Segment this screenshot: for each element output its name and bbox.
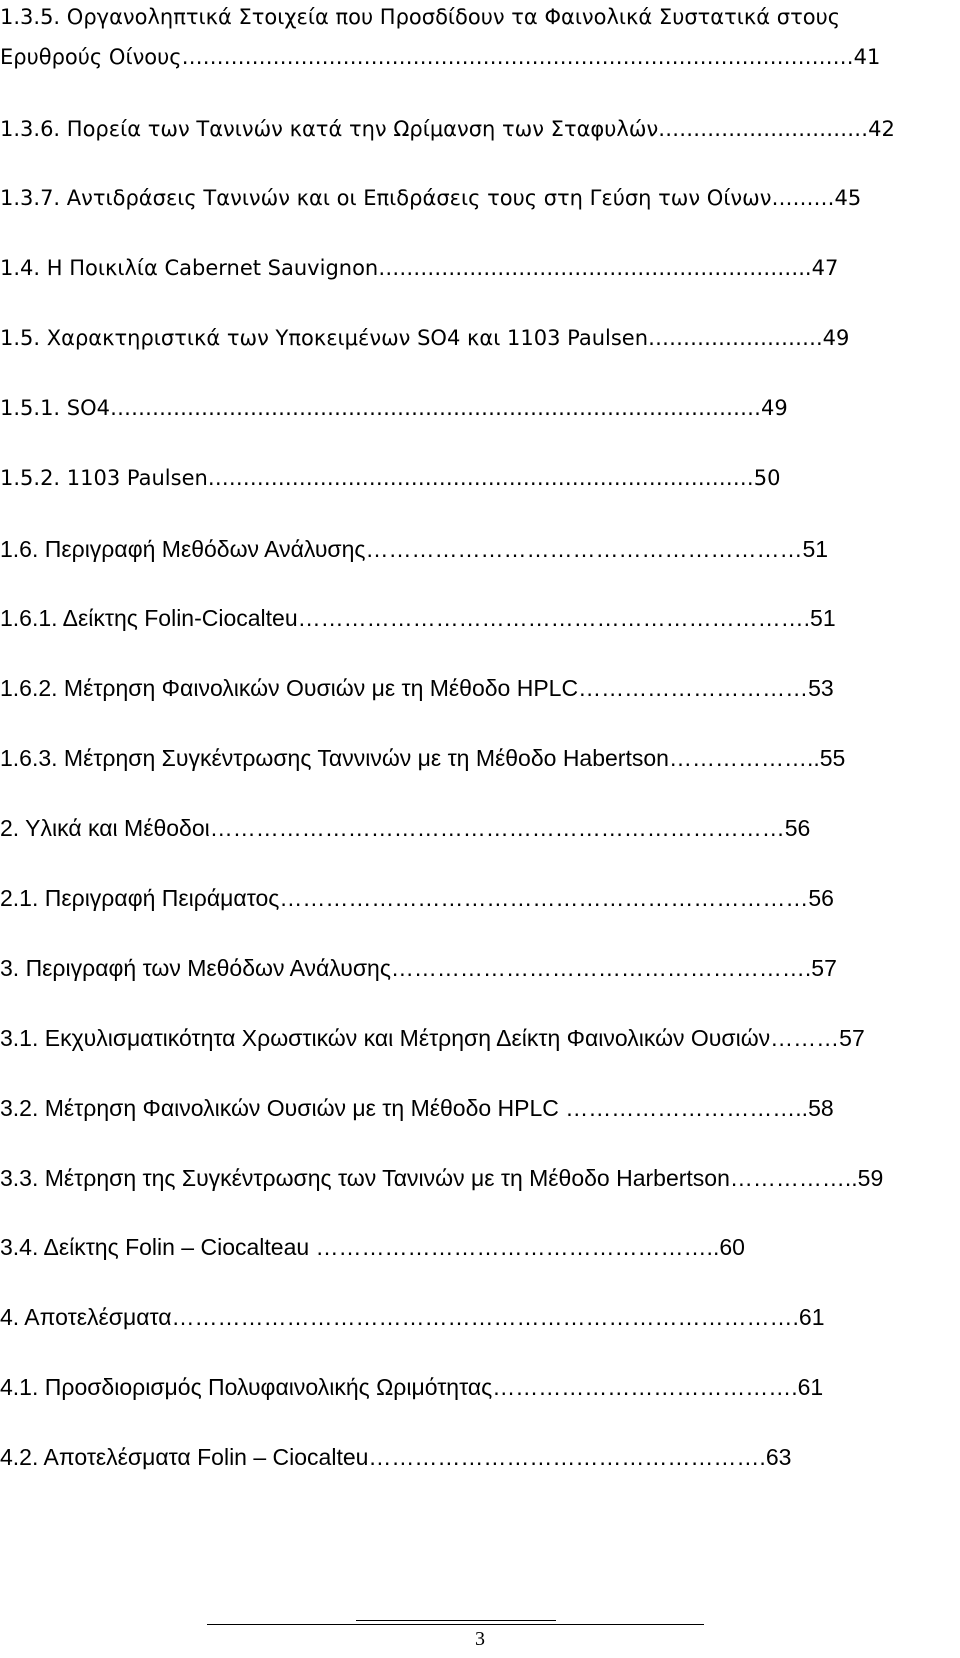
toc-entry: 1.5.2. 1103 Paulsen……………………………………………………………………50: [0, 466, 781, 490]
toc-entry: 3.4. Δείκτης Folin – Ciocalteau ……………………………………………..60: [0, 1234, 745, 1260]
toc-entry: 1.4. Η Ποικιλία Cabernet Sauvignon……………………………………………………..47: [0, 256, 839, 280]
toc-entry: 1.6.2. Μέτρηση Φαινολικών Ουσιών με τη Μέθοδο HPLC…………………………53: [0, 675, 834, 701]
toc-entry: 2.1. Περιγραφή Πειράματος……………………………………………………………56: [0, 885, 834, 911]
footer-rule: [356, 1620, 556, 1621]
toc-entry: 1.3.5. Οργανοληπτικά Στοιχεία που Προσδίδουν τα Φαινολικά Συστατικά στους: [0, 5, 841, 29]
toc-entry: 1.5. Χαρακτηριστικά των Υποκειμένων SO4 και 1103 Paulsen…………………….49: [0, 326, 850, 350]
toc-entry: 3. Περιγραφή των Μεθόδων Ανάλυσης……………………………………………….57: [0, 955, 837, 981]
toc-entry: 4.2. Αποτελέσματα Folin – Ciocalteu…………………………………………….63: [0, 1444, 792, 1470]
toc-entry: Ερυθρούς Οίνους……………………………………………………………………………………41: [0, 45, 881, 69]
toc-entry: 1.5.1. SO4…………………………………………………………………………………49: [0, 396, 788, 420]
toc-entry: 1.3.6. Πορεία των Τανινών κατά την Ωρίμανση των Σταφυλών…………………………42: [0, 117, 895, 141]
toc-entry: 2. Υλικά και Μέθοδοι…………………………………………………………………56: [0, 815, 811, 841]
footer-rule: [207, 1624, 704, 1625]
toc-entry: 3.3. Μέτρηση της Συγκέντρωσης των Τανινών με τη Μέθοδο Harbertson……………..59: [0, 1165, 884, 1191]
page-number: 3: [475, 1628, 485, 1650]
toc-entry: 4. Αποτελέσματα……………………………………………………………………….61: [0, 1304, 825, 1330]
toc-entry: 4.1. Προσδιορισμός Πολυφαινολικής Ωριμότητας………………………………….61: [0, 1374, 824, 1400]
toc-entry: 3.2. Μέτρηση Φαινολικών Ουσιών με τη Μέθοδο HPLC …………………………..58: [0, 1095, 834, 1121]
toc-entry: 1.6.1. Δείκτης Folin-Ciocalteu………………………………………………………….51: [0, 605, 836, 631]
toc-entry: 1.6. Περιγραφή Μεθόδων Ανάλυσης…………………………………………………51: [0, 536, 829, 562]
toc-entry: 3.1. Εκχυλισματικότητα Χρωστικών και Μέτρηση Δείκτη Φαινολικών Ουσιών………57: [0, 1025, 865, 1051]
toc-entry: 1.3.7. Αντιδράσεις Τανινών και οι Επιδράσεις τους στη Γεύση των Οίνων………45: [0, 186, 862, 210]
toc-entry: 1.6.3. Μέτρηση Συγκέντρωσης Ταννινών με τη Μέθοδο Habertson………………..55: [0, 745, 846, 771]
